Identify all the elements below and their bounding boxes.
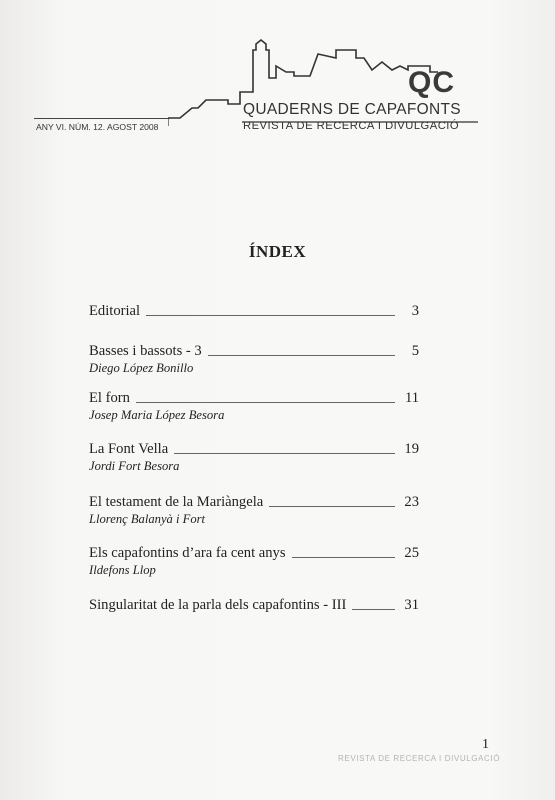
page-number: 1 [482, 737, 489, 752]
toc-entry[interactable] [89, 440, 419, 474]
issue-info: ANY VI. NÚM. 12. AGOST 2008 [36, 122, 159, 132]
dot-leader [146, 315, 395, 316]
entry-author: Jordi Fort Besora [89, 459, 180, 473]
index-heading: ÍNDEX [248, 242, 307, 261]
dot-leader [292, 557, 395, 558]
entry-author: Llorenç Balanyà i Fort [89, 512, 206, 526]
toc-entry[interactable] [89, 302, 419, 320]
entry-page-number: 11 [404, 390, 419, 406]
toc-entry[interactable] [89, 596, 419, 614]
dot-leader [136, 402, 395, 403]
toc-entry[interactable] [89, 389, 419, 423]
entry-author: Diego López Bonillo [89, 361, 194, 375]
qc-logo: QC [408, 66, 455, 99]
entry-page-number: 3 [411, 303, 419, 319]
entry-page-number: 19 [404, 441, 419, 457]
entry-author: Ildefons Llop [89, 563, 156, 577]
entry-title: Singularitat de la parla dels capafontins - III [89, 597, 347, 613]
dot-leader [352, 609, 395, 610]
dot-leader [174, 453, 395, 454]
entry-title: Editorial [89, 303, 141, 319]
dot-leader [269, 506, 395, 507]
entry-page-number: 25 [404, 545, 419, 561]
running-footer: REVISTA DE RECERCA I DIVULGACIÓ [338, 754, 501, 763]
entry-page-number: 5 [411, 343, 419, 359]
entry-title: Basses i bassots - 3 [89, 343, 202, 359]
magazine-title: QUADERNS DE CAPAFONTS [243, 101, 461, 118]
toc-entry[interactable] [89, 544, 419, 578]
entry-author: Josep Maria López Besora [89, 408, 225, 422]
entry-title: La Font Vella [89, 441, 169, 457]
magazine-subtitle: REVISTA DE RECERCA I DIVULGACIÓ [243, 120, 460, 132]
entry-page-number: 23 [404, 494, 419, 510]
issue-divider [34, 118, 170, 119]
entry-title: El forn [89, 390, 130, 406]
dot-leader [208, 355, 395, 356]
entry-title: El testament de la Mariàngela [89, 494, 264, 510]
toc-entry[interactable] [89, 342, 419, 376]
entry-title: Els capafontins d’ara fa cent anys [89, 545, 286, 561]
toc-entry[interactable] [89, 493, 419, 527]
entry-page-number: 31 [404, 597, 419, 613]
